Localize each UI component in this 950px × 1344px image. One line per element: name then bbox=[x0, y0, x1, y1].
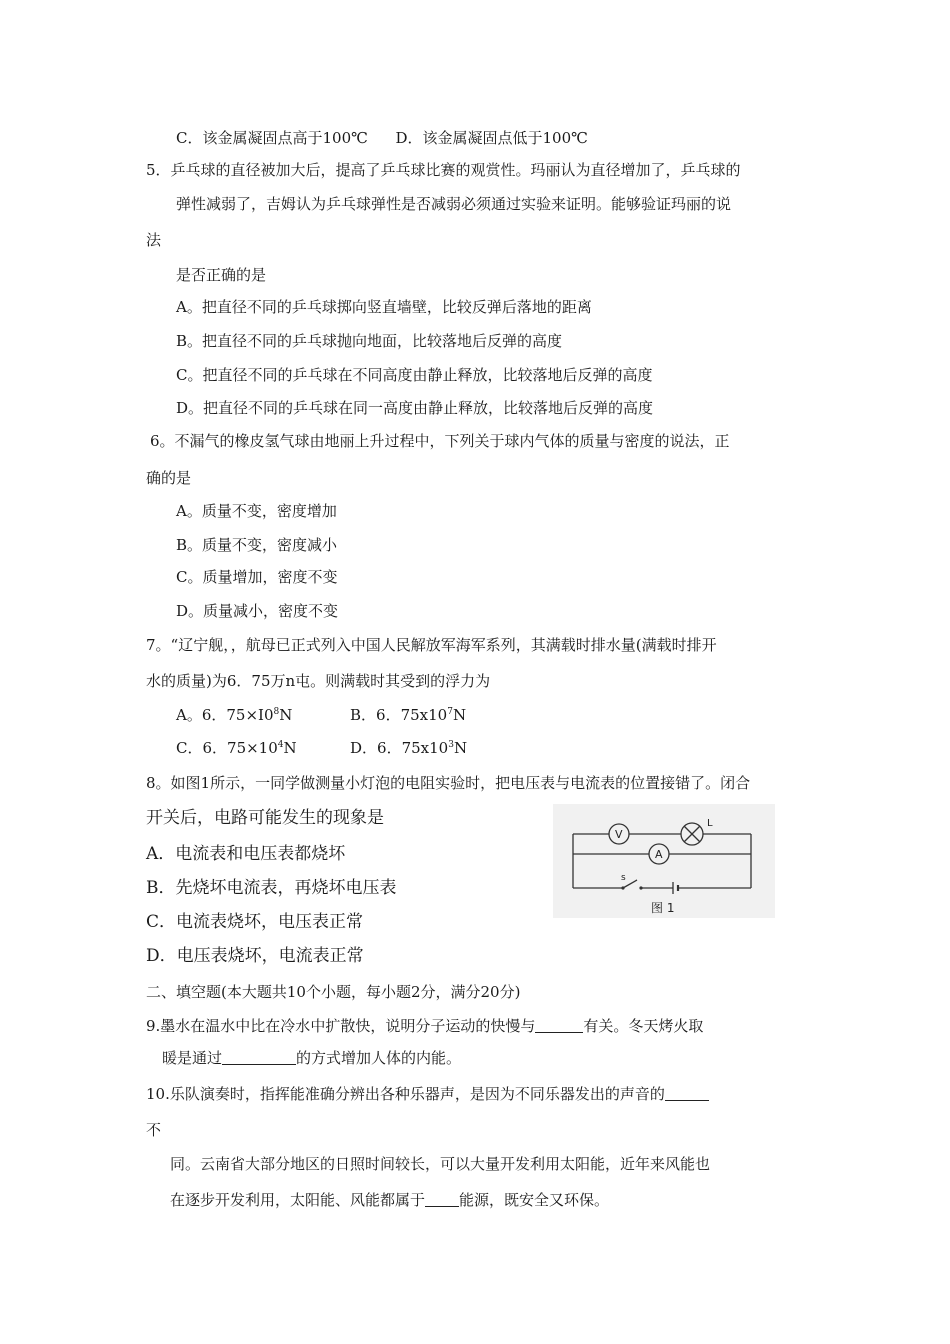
q8-option-c: C．电流表烧坏，电压表正常 bbox=[146, 912, 364, 932]
q7-option-c: C．6．$75\times 10^4N$ bbox=[176, 739, 297, 757]
switch-contact bbox=[621, 886, 624, 889]
q6-option-b: B。质量不变，密度减小 bbox=[176, 536, 338, 554]
q5-option-c: C。把直径不同的乒乓球在不同高度由静止释放，比较落地后反弹的高度 bbox=[176, 366, 653, 384]
q7-line1: 7。“辽宁舰，，航母已正式列入中国人民解放军海军系列，其满载时排水量(满载时排开 bbox=[146, 636, 717, 654]
q7-line2: 水的质量)为6．75万n屯。则满载时其受到的浮力为 bbox=[146, 672, 491, 690]
answer-blank[interactable] bbox=[535, 1016, 583, 1033]
q8-option-b: B．先烧坏电流表，再烧坏电压表 bbox=[146, 878, 397, 898]
q4-option-c: C．该金属凝固点高于100 bbox=[176, 129, 352, 147]
q4-options bbox=[176, 128, 588, 148]
q5-option-d: D。把直径不同的乒乓球在同一高度由静止释放，比较落地后反弹的高度 bbox=[176, 399, 654, 417]
q5-option-b: B。把直径不同的乒乓球抛向地面，比较落地后反弹的高度 bbox=[176, 332, 563, 350]
q8-option-a: A．电流表和电压表都烧坏 bbox=[146, 844, 346, 864]
circuit-figure bbox=[553, 804, 775, 918]
section2-title: 二、填空题(本大题共10个小题，每小题2分，满分20分) bbox=[146, 983, 521, 1001]
q7-option-b: B．6．$75x10^7N$ bbox=[350, 706, 467, 724]
figure-caption: 图 1 bbox=[651, 901, 675, 915]
q6-option-a: A。质量不变，密度增加 bbox=[176, 502, 337, 520]
ammeter-label: A bbox=[655, 848, 663, 861]
answer-blank[interactable] bbox=[222, 1048, 296, 1065]
q7-option-d: D．6．$75x10^3N$ bbox=[350, 739, 468, 757]
q6-option-d: D。质量减小，密度不变 bbox=[176, 602, 339, 620]
switch-label: s bbox=[621, 873, 626, 883]
q9-line1: 9.墨水在温水中比在冷水中扩散快，说明分子运动的快慢与 有关。冬天烤火取 bbox=[146, 1017, 704, 1035]
q6-line2: 确的是 bbox=[146, 469, 192, 487]
q4-option-d: D．该金属凝固点低于100 bbox=[395, 129, 572, 147]
q6-option-c: C。质量增加，密度不变 bbox=[176, 568, 338, 586]
answer-blank[interactable] bbox=[425, 1190, 459, 1207]
circuit-diagram bbox=[553, 804, 775, 918]
q5-line2: 弹性减弱了，吉姆认为乒乓球弹性是否减弱必须通过实验来证明。能够验证玛丽的说 bbox=[176, 195, 732, 213]
q5-line3: 法 bbox=[146, 231, 162, 249]
switch-contact bbox=[639, 886, 642, 889]
lamp-label: L bbox=[707, 818, 713, 829]
q8-line2: 开关后，电路可能发生的现象是 bbox=[146, 808, 384, 828]
q7-option-a: A。6．$75\times I0^8N$ bbox=[176, 706, 293, 724]
voltmeter-label: V bbox=[615, 828, 623, 841]
degree-unit: ℃ bbox=[351, 129, 368, 147]
q10-line1: 10.乐队演奏时，指挥能准确分辨出各种乐器声，是因为不同乐器发出的声音的 bbox=[146, 1084, 709, 1104]
q6-line1: 6。不漏气的橡皮氢气球由地丽上升过程中，下列关于球内气体的质量与密度的说法，正 bbox=[150, 432, 730, 450]
q8-line1: 8。如图1所示，一同学做测量小灯泡的电阻实验时，把电压表与电流表的位置接错了。闭合 bbox=[146, 774, 751, 792]
degree-unit: ℃ bbox=[571, 129, 588, 147]
q10-line3: 同。云南省大部分地区的日照时间较长，可以大量开发利用太阳能，近年来风能也 bbox=[170, 1155, 711, 1173]
q5-option-a: A。把直径不同的乒乓球掷向竖直墙壁，比较反弹后落地的距离 bbox=[176, 298, 592, 316]
q10-line2: 不 bbox=[146, 1121, 162, 1139]
q5-line4: 是否正确的是 bbox=[176, 266, 267, 284]
q5-line1: 5．乒乓球的直径被加大后，提高了乒乓球比赛的观赏性。玛丽认为直径增加了，乒乓球的 bbox=[146, 161, 741, 179]
answer-blank[interactable] bbox=[665, 1084, 709, 1101]
q9-line2: 暖是通过 的方式增加人体的内能。 bbox=[162, 1049, 462, 1067]
q8-option-d: D．电压表烧坏，电流表正常 bbox=[146, 946, 364, 966]
q10-line4: 在逐步开发利用，太阳能、风能都属于 能源，既安全又环保。 bbox=[170, 1191, 610, 1209]
